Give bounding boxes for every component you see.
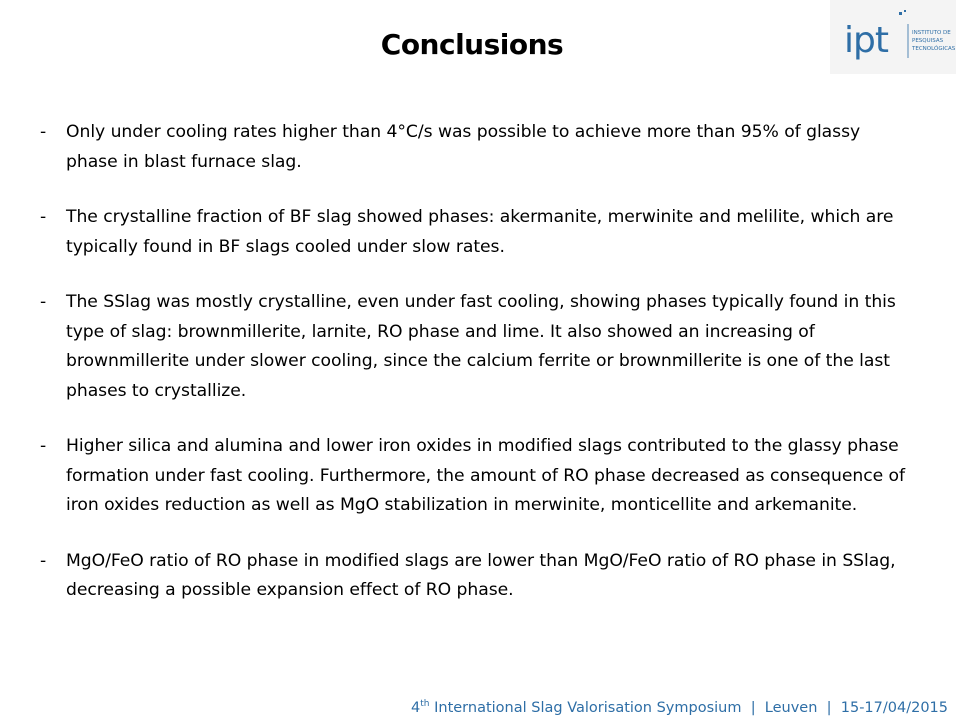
footer-text: International Slag Valorisation Symposium | Leuven | 15-17/04/2015 xyxy=(429,700,948,716)
slide-title: Conclusions xyxy=(380,28,564,61)
logo-caption-3: TECNOLÓGICAS xyxy=(912,46,956,52)
bullet-text: MgO/FeO ratio of RO phase in modified slags are lower than MgO/FeO ratio of RO phase in SSlag, decreasing a possible expansion effect of RO phase. xyxy=(66,550,896,600)
list-item xyxy=(40,118,910,177)
ipt-logo xyxy=(830,0,956,74)
bullet-text: Only under cooling rates higher than 4°C/s was possible to achieve more than 95% of glassy phase in blast furnace slag. xyxy=(66,122,861,172)
bullet-text: The SSlag was mostly crystalline, even under fast cooling, showing phases typically found in this type of slag: brownmillerite, larnite, RO phase and lime. It also showed an increasing of brownmillerite under slower cooling, since the calcium ferrite or brownmillerite is one of the last phases to crystallize. xyxy=(66,292,896,401)
list-item xyxy=(40,288,910,406)
conclusions-list xyxy=(40,118,910,632)
bullet-dash: - xyxy=(40,292,47,312)
list-item xyxy=(40,432,910,521)
bullet-dash: - xyxy=(40,207,47,227)
logo-caption-2: PESQUISAS xyxy=(912,38,944,44)
bullet-dash: - xyxy=(40,550,47,571)
logo-caption-1: INSTITUTO DE xyxy=(912,30,951,36)
bullet-dash: - xyxy=(40,436,47,456)
footer xyxy=(411,699,948,716)
footer-number: 4 xyxy=(411,700,421,716)
logo-mark: ipt xyxy=(844,20,888,61)
list-item xyxy=(40,203,910,262)
bullet-text: Higher silica and alumina and lower iron oxides in modified slags contributed to the glassy phase formation under fast cooling. Furthermore, the amount of RO phase decreased as consequence of iron oxides reduction as well as MgO stabilization in merwinite, monticellite and arkemanite. xyxy=(66,436,906,515)
list-item xyxy=(40,547,910,606)
bullet-dash: - xyxy=(40,122,47,142)
bullet-text: The crystalline fraction of BF slag showed phases: akermanite, merwinite and melilite, which are typically found in BF slags cooled under slow rates. xyxy=(66,207,894,257)
footer-ordinal: th xyxy=(420,699,430,709)
